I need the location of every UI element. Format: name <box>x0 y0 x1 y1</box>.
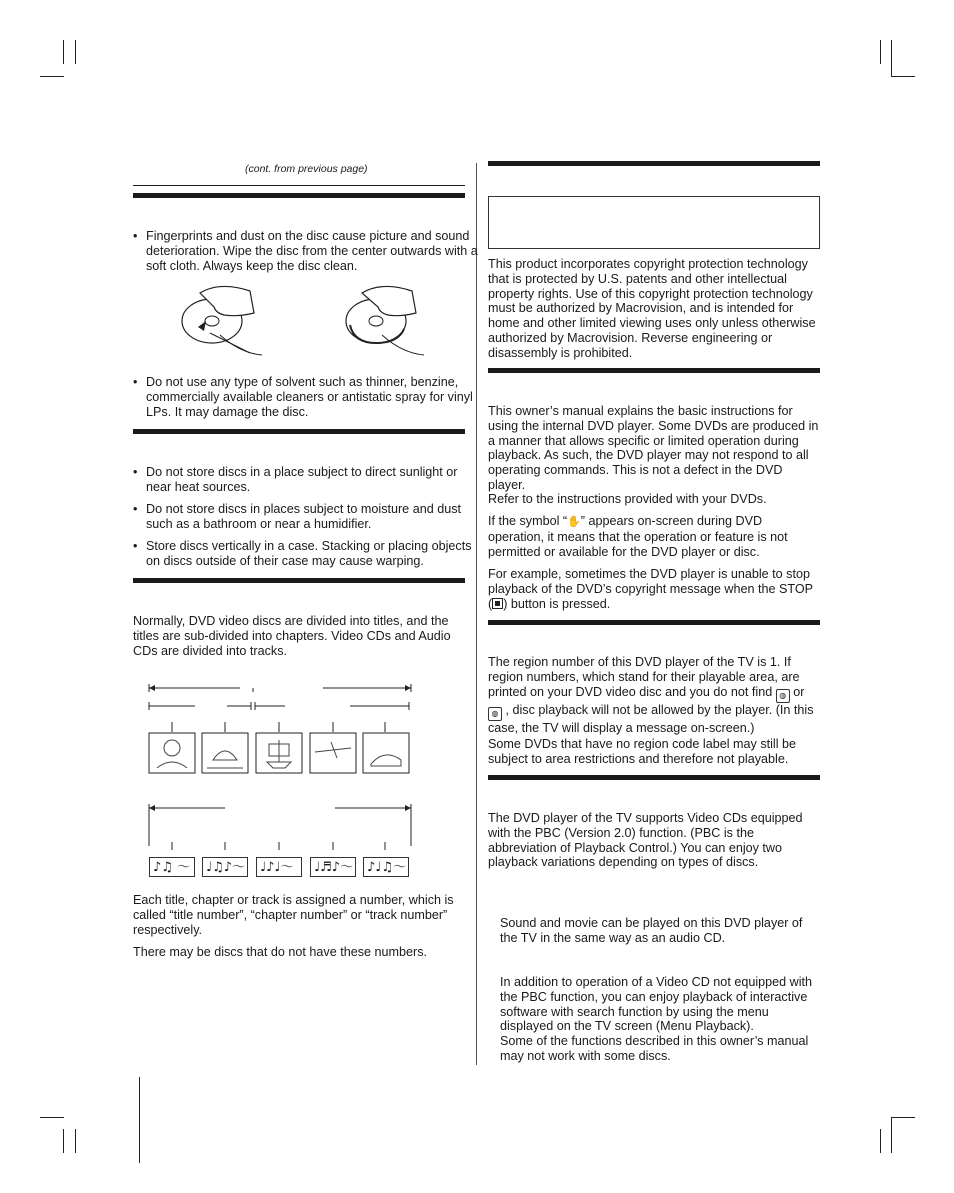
wipe-correct-illustration <box>180 283 270 361</box>
bullet-dot: • <box>133 375 138 389</box>
vcd-pbc-text: In addition to operation of a Video CD not equipped with the PBC function, you can enjoy playback of interactive software with search function by using the menu displayed on the TV screen (Menu Playback). <box>500 975 813 1034</box>
cleaning-bullet-2 <box>133 375 478 419</box>
vcd-text: The DVD player of the TV supports Video CDs equipped with the PBC (Version 2.0) function. (PBC is the abbreviation of Playback Control.) You can enjoy two playback variations depending on types of discs. <box>488 811 803 870</box>
no-numbers-text: There may be discs that do not have these numbers. <box>133 945 428 959</box>
section-rule <box>133 429 465 434</box>
region-all-icon: ◍ <box>488 707 502 721</box>
region-text-2: Some DVDs that have no region code label may still be subject to area restrictions and therefore not playable. <box>488 737 797 766</box>
bullet-text: Fingerprints and dust on the disc cause picture and sound deterioration. Wipe the disc from the center outwards with a soft cloth. Always keep the disc clean. <box>146 229 478 273</box>
prohibited-hand-icon: ✋ <box>567 515 581 528</box>
vcd-nopbc-text: Sound and movie can be played on this DVD player of the TV in the same way as an audio CD. <box>500 916 803 945</box>
dvd-structure-diagram <box>145 680 415 780</box>
bullet-dot: • <box>133 229 138 243</box>
bullet-text: Store discs vertically in a case. Stacking or placing objects on discs outside of their case may cause warping. <box>146 539 472 568</box>
cont-note: (cont. from previous page) <box>245 163 368 175</box>
crop-mark <box>880 40 881 64</box>
track-box: ♪♫ ～ <box>149 857 195 877</box>
section-rule <box>488 368 820 373</box>
section-rule-top <box>133 185 465 186</box>
bullet-text: Do not use any type of solvent such as thinner, benzine, commercially available cleaners or antistatic spray for vinyl LPs. It may damage the disc. <box>146 375 473 419</box>
symbol-text <box>488 514 820 559</box>
symbol-text-b: ” appears on-screen during DVD operation, it means that the operation or feature is not permitted or available for the DVD player or disc. <box>488 514 788 559</box>
storing-bullet-2 <box>133 502 478 532</box>
symbol-text-a: If the symbol “ <box>488 514 568 528</box>
section-rule <box>133 578 465 583</box>
track-box: ♩♫♪～ <box>202 857 248 877</box>
stop-text-a: For example, sometimes the DVD player is unable to stop playback of the DVD’s copyright message when the STOP ( <box>488 567 813 611</box>
crop-mark <box>880 1129 881 1153</box>
crop-mark <box>891 1117 892 1153</box>
region-text <box>488 655 820 735</box>
numbers-text: Each title, chapter or track is assigned a number, which is called “title number”, “chapter number” or “track number” respectively. <box>133 893 454 937</box>
bullet-text: Do not store discs in places subject to moisture and dust such as a bathroom or near a humidifier. <box>146 502 462 531</box>
column-divider <box>476 163 477 1065</box>
cd-tracks-diagram <box>145 800 415 850</box>
crop-mark <box>891 1117 915 1118</box>
manual-text: This owner’s manual explains the basic instructions for using the internal DVD player. Some DVDs are produced in a manner that allows specific or limited operation during playback. As such, the DVD player may not respond to all operating commands. This is not a defect in the DVD player. <box>488 404 819 492</box>
track-box: ♩♬♪～ <box>310 857 356 877</box>
wipe-incorrect-illustration <box>342 283 432 361</box>
stop-text <box>488 567 820 611</box>
bullet-dot: • <box>133 539 138 553</box>
crop-mark <box>891 40 892 76</box>
section-rule <box>488 620 820 625</box>
section-rule <box>133 193 465 198</box>
crop-mark <box>75 40 76 64</box>
manual-text-2: Refer to the instructions provided with your DVDs. <box>488 492 767 506</box>
stop-text-b: ) button is pressed. <box>503 596 611 611</box>
crop-mark <box>63 1129 64 1153</box>
bullet-dot: • <box>133 502 138 516</box>
cleaning-bullet-1 <box>133 229 478 273</box>
crop-mark <box>40 1117 64 1118</box>
storing-bullet-1 <box>133 465 478 495</box>
region-1-icon: ◍ <box>776 689 790 703</box>
copyright-text: This product incorporates copyright protection technology that is protected by U.S. patents and other intellectual property rights. Use of this copyright protection technology must be authorized by Macrovision, and is intended for home and other limited viewing uses only unless otherwise authorized by Macrovision. Reverse engineering or disassembly is prohibited. <box>488 257 816 360</box>
track-box: ♩♪♩～ <box>256 857 302 877</box>
crop-mark <box>40 76 64 77</box>
crop-mark <box>75 1129 76 1153</box>
region-or: or <box>793 684 805 699</box>
storing-bullet-3 <box>133 539 478 569</box>
region-text-a: The region number of this DVD player of the TV is 1. If region numbers, which stand for their playable area, are printed on your DVD video disc and you do not find <box>488 655 800 699</box>
bullet-dot: • <box>133 465 138 479</box>
vcd-pbc-text-2: Some of the functions described in this owner’s manual may not work with some discs. <box>500 1034 809 1063</box>
region-text-b: , disc playback will not be allowed by the player. (In this case, the TV will display a message on-screen.) <box>488 702 814 735</box>
margin-line <box>139 1077 140 1163</box>
bullet-text: Do not store discs in a place subject to direct sunlight or near heat sources. <box>146 465 458 494</box>
structure-text: Normally, DVD video discs are divided into titles, and the titles are sub-divided into chapters. Video CDs and Audio CDs are divided into tracks. <box>133 614 451 658</box>
stop-button-icon <box>492 598 503 609</box>
crop-mark <box>891 76 915 77</box>
section-rule <box>488 775 820 780</box>
crop-mark <box>63 40 64 64</box>
section-rule <box>488 161 820 166</box>
track-box: ♪♩♫～ <box>363 857 409 877</box>
heading-box <box>488 196 820 249</box>
